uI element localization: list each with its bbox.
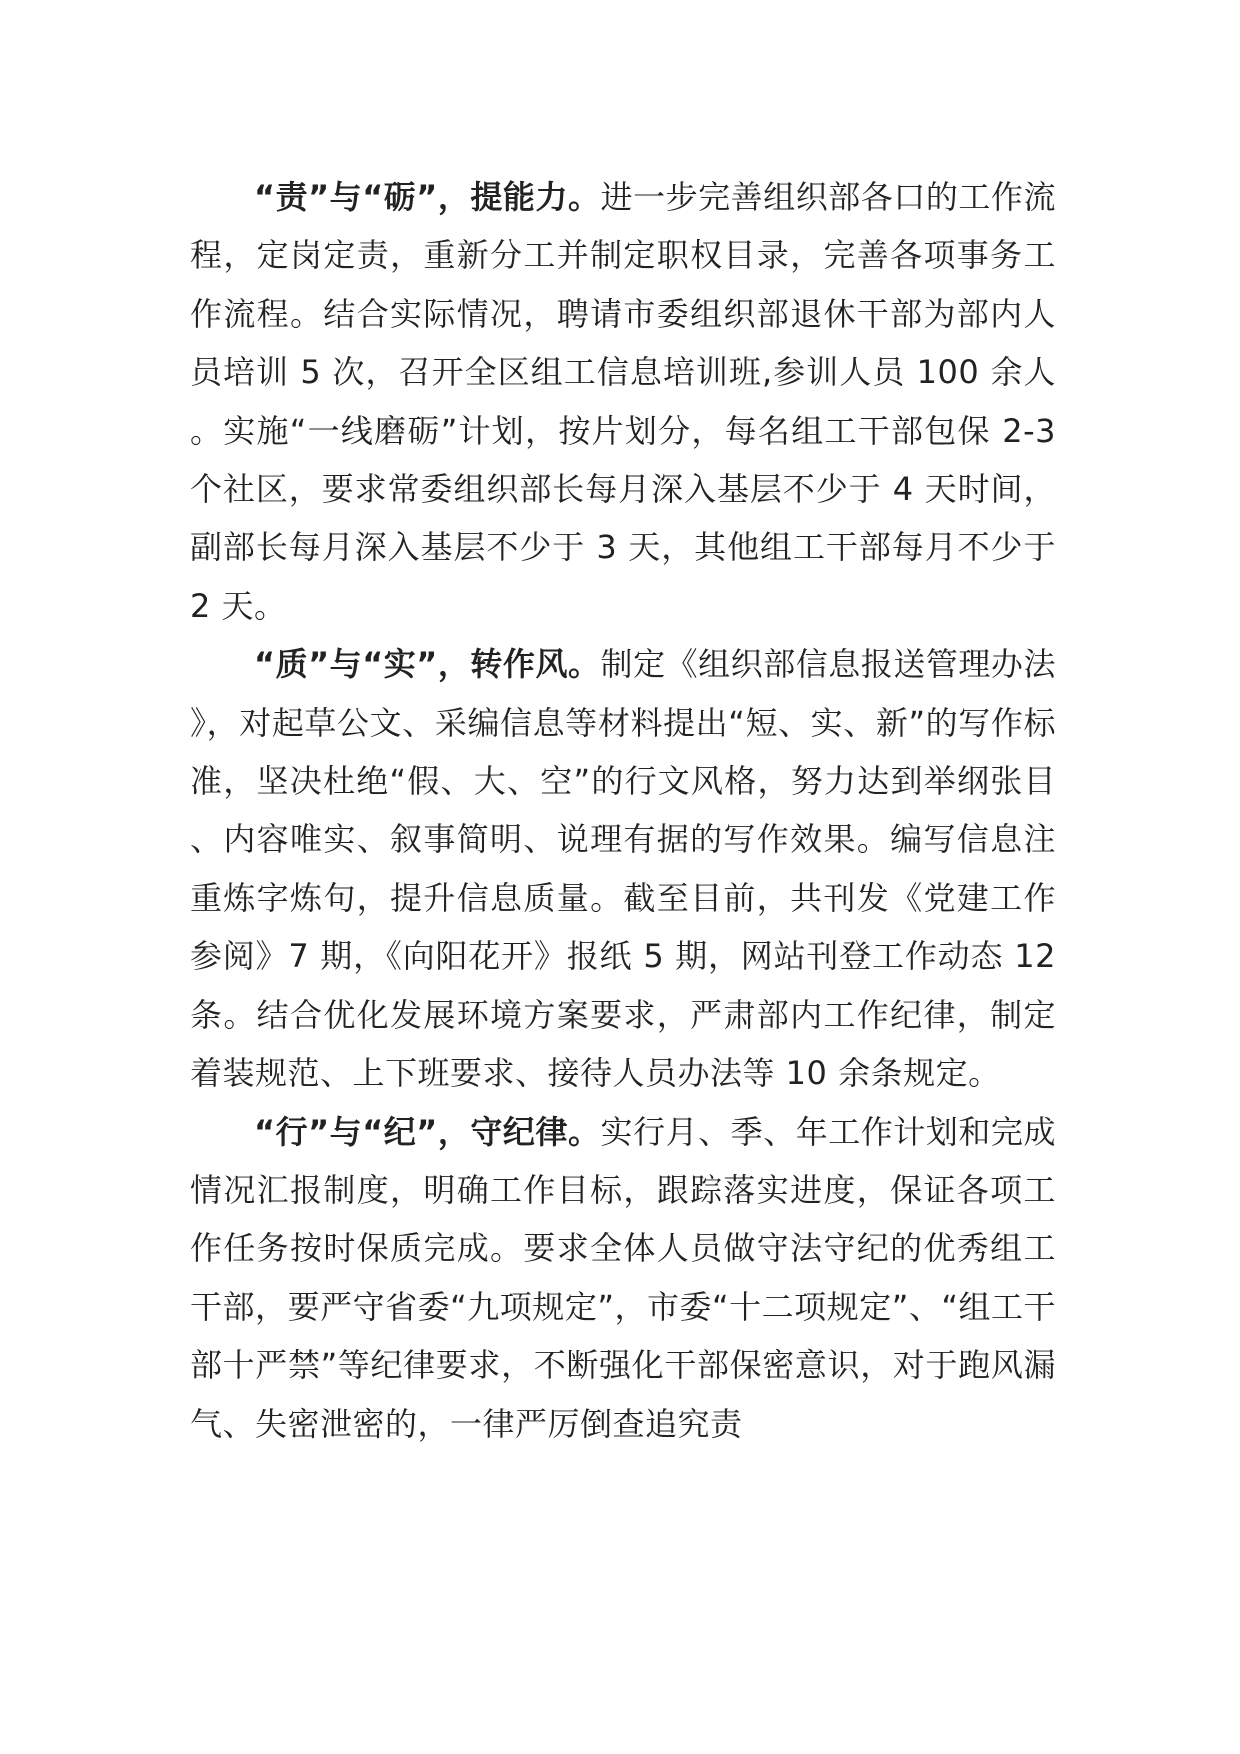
- paragraph-text: 实行月、季、年工作计划和完成情况汇报制度，明确工作目标，跟踪落实进度，保证各项工作任务按时保质完成。要求全体人员做守法守纪的优秀组工干部，要严守省委“九项规定”，市委“十二项规定”、“组工干部十严禁”等纪律要求，不断强化干部保密意识，对于跑风漏气、失密泄密的，一律严厉倒查追究责: [190, 1112, 1056, 1443]
- paragraph-quality: [190, 635, 1056, 1102]
- paragraph-responsibility: [190, 168, 1056, 635]
- paragraph-discipline: [190, 1103, 1056, 1453]
- paragraph-text: 制定《组织部信息报送管理办法》，对起草公文、采编信息等材料提出“短、实、新”的写作标准，坚决杜绝“假、大、空”的行文风格，努力达到举纲张目、内容唯实、叙事简明、说理有据的写作效果。编写信息注重炼字炼句，提升信息质量。截至目前，共刊发《党建工作参阅》7 期，《向阳花开》报纸 5 期，网站刊登工作动态 12 条。结合优化发展环境方案要求，严肃部内工作纪律，制定着装规范、上下班要求、接待人员办法等 10 余条规定。: [190, 645, 1056, 1093]
- paragraph-lead: “质”与“实”，转作风。: [254, 645, 601, 684]
- paragraph-lead: “责”与“砺”，提能力。: [254, 178, 601, 216]
- paragraph-text: 进一步完善组织部各口的工作流程，定岗定责，重新分工并制定职权目录，完善各项事务工作流程。结合实际情况，聘请市委组织部退休干部为部内人员培训 5 次，召开全区组工信息培训班,参训人员 100 余人。实施“一线磨砺”计划，按片划分，每名组工干部包保 2-3 个社区，要求常委组织部长每月深入基层不少于 4 天时间，副部长每月深入基层不少于 3 天，其他组工干部每月不少于 2 天。: [190, 178, 1056, 625]
- document-body: [190, 168, 1056, 1453]
- paragraph-lead: “行”与“纪”，守纪律。: [254, 1112, 601, 1151]
